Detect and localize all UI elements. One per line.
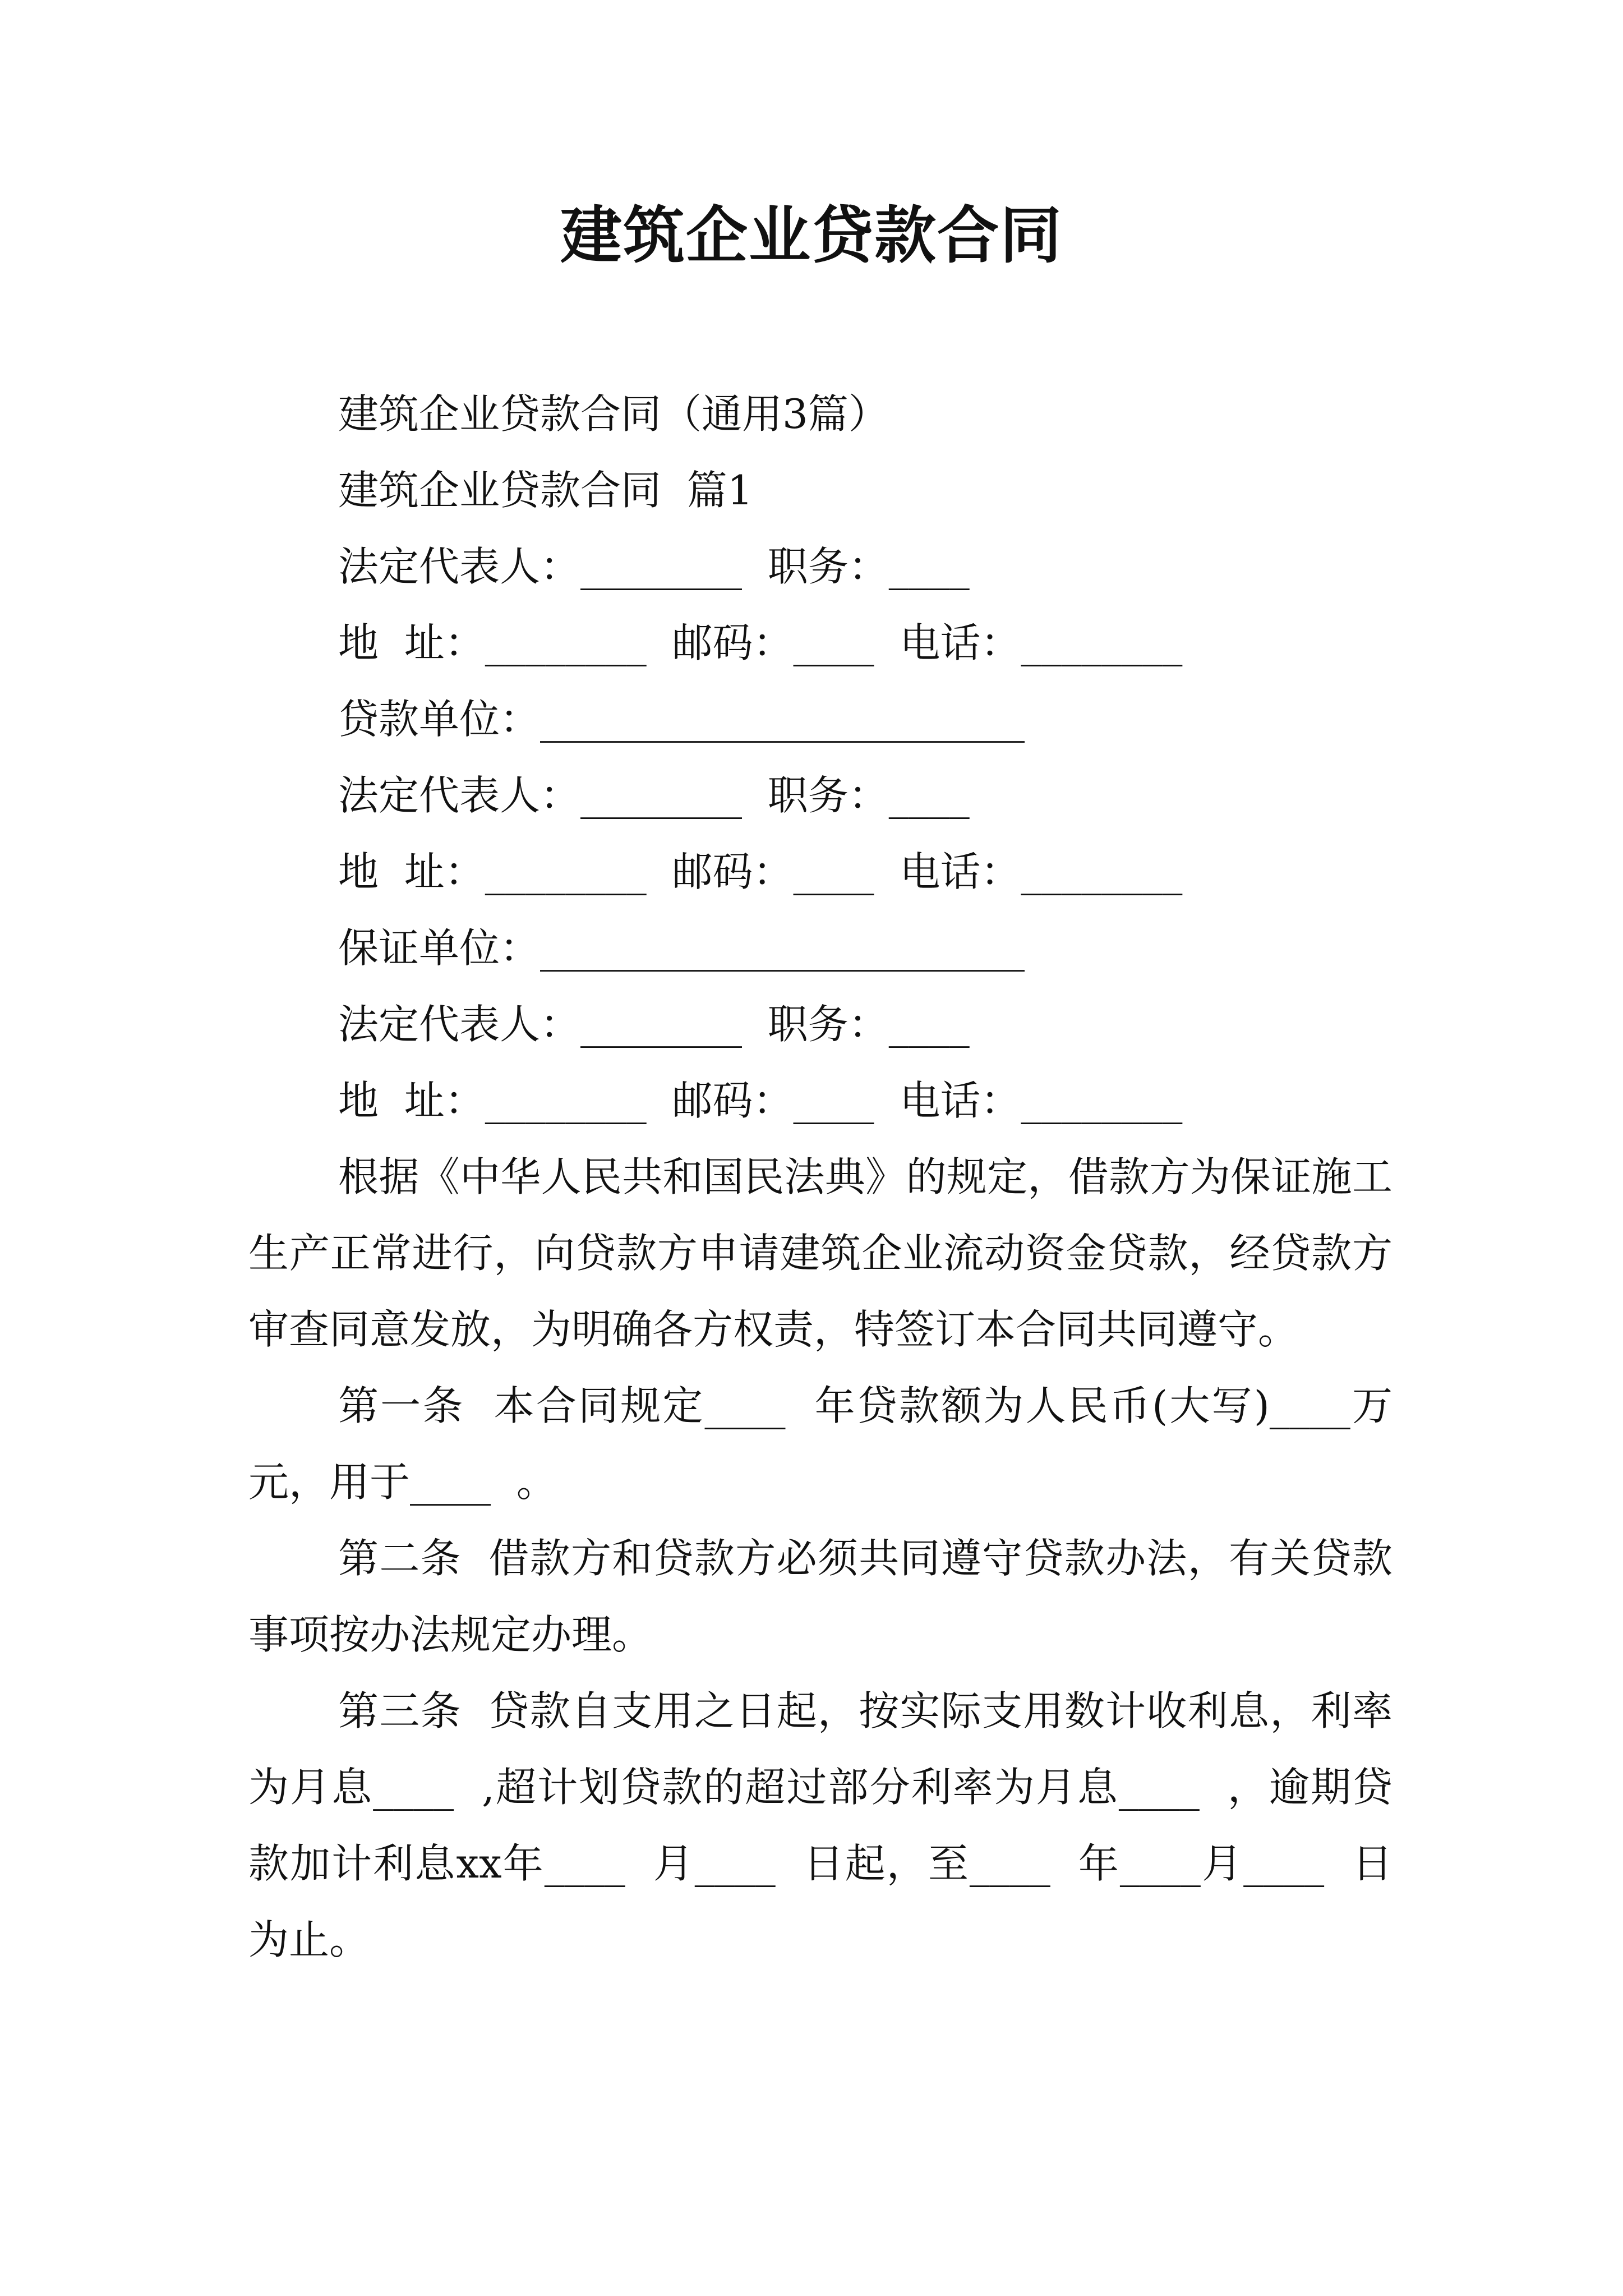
- party-line: 地 址：________ 邮码：____ 电话：________: [338, 619, 1183, 666]
- party-line: 地 址：________ 邮码：____ 电话：________: [338, 1077, 1183, 1124]
- party-line: 法定代表人：________ 职务：____: [338, 772, 970, 819]
- party-line: 贷款单位：________________________: [338, 696, 1025, 743]
- document-body: [248, 376, 1393, 1978]
- body-paragraph: 根据《中华人民共和国民法典》的规定，借款方为保证施工生产正常进行，向贷款方申请建筑企业流动资金贷款，经贷款方审查同意发放，为明确各方权责，特签订本合同共同遵守。: [248, 1153, 1393, 1353]
- party-line: 法定代表人：________ 职务：____: [338, 1001, 970, 1048]
- party-line: 法定代表人：________ 职务：____: [338, 543, 970, 590]
- document-subtitle: 建筑企业贷款合同（通用3篇）: [338, 390, 889, 438]
- article-paragraph: 第二条 借款方和贷款方必须共同遵守贷款办法，有关贷款事项按办法规定办理。: [248, 1535, 1393, 1658]
- document-title: 建筑企业贷款合同: [560, 199, 1063, 272]
- article-paragraph: 第一条 本合同规定____ 年贷款额为人民币(大写)____万元，用于____ 。: [248, 1382, 1393, 1506]
- party-line: 地 址：________ 邮码：____ 电话：________: [338, 848, 1183, 895]
- article-paragraph: 第三条 贷款自支用之日起，按实际支用数计收利息，利率为月息____ ,超计划贷款的超过部分利率为月息____ ，逾期贷款加计利息xx年____ 月____ 日起，至____ 年____月____ 日为止。: [248, 1687, 1393, 1963]
- party-line: 保证单位：________________________: [338, 924, 1025, 972]
- section-heading: 建筑企业贷款合同 篇1: [338, 467, 753, 514]
